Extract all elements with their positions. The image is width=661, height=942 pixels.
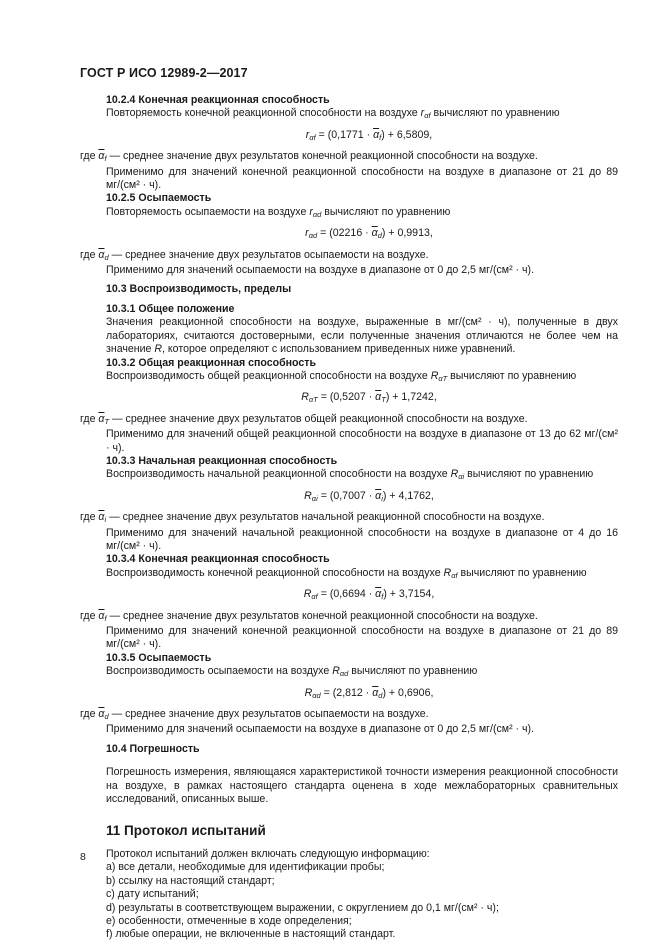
list-item: f) любые операции, не включенные в настоящий стандарт.	[106, 928, 396, 941]
protocol-intro: Протокол испытаний должен включать следующую информацию:	[106, 847, 430, 860]
list-item: e) особенности, отмеченные в ходе определения;	[106, 914, 352, 927]
where-10-3-3: где $\overline{\alpha}_i$ — среднее значение двух результатов начальной реакционной способности на воздухе.	[80, 511, 545, 525]
equation-10-2-5: $r_{\alpha d} = (02216 \cdot \overline{\alpha}_d) + 0,9913$,	[305, 227, 433, 241]
heading-10-3-2: 10.3.2 Общая реакционная способность	[106, 356, 316, 369]
range-10-3-2: Применимо для значений общей реакционной способности на воздухе в диапазоне от 13 до 62 мг/(см² · ч).	[106, 428, 618, 454]
intro-10-2-5: Повторяемость осыпаемости на воздухе $r_{\alpha d}$ вычисляют по уравнению	[106, 205, 451, 219]
range-10-3-5: Применимо для значений осыпаемости на воздухе в диапазоне от 0 до 2,5 мг/(см² · ч).	[106, 723, 535, 736]
intro-10-3-5: Воспроизводимость осыпаемости на воздухе $R_{\alpha d}$ вычисляют по уравнению	[106, 665, 478, 679]
list-item: c) дату испытаний;	[106, 888, 199, 901]
protocol-list	[80, 861, 618, 941]
heading-10-3: 10.3 Воспроизводимость, пределы	[106, 283, 292, 296]
heading-10-2-4: 10.2.4 Конечная реакционная способность	[106, 94, 330, 106]
equation-10-3-4: $R_{\alpha f} = (0,6694 \cdot \overline{\alpha}_f) + 3,7154$,	[303, 588, 435, 602]
equation-10-3-5: $R_{\alpha d} = (2,812 \cdot \overline{\alpha}_d) + 0,6906$,	[304, 686, 434, 700]
list-item: b) ссылку на настоящий стандарт;	[106, 874, 275, 887]
where-10-3-4: где $\overline{\alpha}_f$ — среднее значение двух результатов конечной реакционной способности на воздухе.	[80, 609, 538, 623]
where-10-2-4: где $\overline{\alpha}_f$ — среднее значение двух результатов конечной реакционной способности на воздухе.	[80, 150, 538, 164]
heading-10-3-3: 10.3.3 Начальная реакционная способность	[106, 454, 338, 467]
heading-10-3-4: 10.3.4 Конечная реакционная способность	[106, 553, 330, 566]
range-10-3-4: Применимо для значений конечной реакционной способности на воздухе в диапазоне от 21 до 89 мг/(см² · ч).	[106, 625, 618, 651]
page-number: 8	[80, 851, 86, 863]
equation-10-3-2: $R_{\alpha T} = (0,5207 \cdot \overline{\alpha}_T) + 1,7242$,	[301, 391, 437, 405]
equation-10-3-3: $R_{\alpha i} = (0,7007 \cdot \overline{\alpha}_i) + 4,1762$,	[304, 489, 434, 503]
where-10-3-2: где $\overline{\alpha}_T$ — среднее значение двух результатов общей реакционной способности на воздухе.	[80, 412, 528, 426]
text-10-3-1: Значения реакционной способности на воздухе, выраженные в мг/(см² · ч), полученные в двух лабораториях, считаются достоверными, если полученные значения отличаются не более чем на значение R, которое определяют с использованием приведенных ниже уравнений.	[106, 316, 618, 356]
heading-10-2-5: 10.2.5 Осыпаемость	[106, 192, 212, 205]
intro-10-3-4: Воспроизводимость конечной реакционной способности на воздухе $R_{\alpha f}$ вычисляют по уравнению	[106, 566, 587, 580]
intro-10-3-2: Воспроизводимость общей реакционной способности на воздухе $R_{\alpha T}$ вычисляют по уравнению	[106, 369, 577, 383]
main-text	[80, 94, 618, 942]
list-item: d) результаты в соответствующем выражении, с округлением до 0,1 мг/(см² · ч);	[106, 901, 499, 914]
heading-10-4: 10.4 Погрешность	[106, 742, 200, 755]
range-10-2-5: Применимо для значений осыпаемости на воздухе в диапазоне от 0 до 2,5 мг/(см² · ч).	[106, 264, 535, 277]
equation-10-2-4: $r_{\alpha f} = (0,1771 \cdot \overline{\alpha}_f) + 6,5809$,	[305, 128, 433, 142]
heading-10-3-5: 10.3.5 Осыпаемость	[106, 651, 212, 664]
intro-10-3-3: Воспроизводимость начальной реакционной способности на воздухе $R_{\alpha i}$ вычисляют по уравнению	[106, 468, 594, 482]
text-10-4: Погрешность измерения, являющаяся характеристикой точности измерения реакционной способности на воздухе, в рамках настоящего стандарта оценена в ходе межлабораторных сравнительных исследований, описанных выше.	[106, 766, 618, 806]
list-item: a) все детали, необходимые для идентификации пробы;	[106, 861, 385, 874]
standard-header: ГОСТ Р ИСО 12989-2—2017	[80, 66, 248, 80]
where-10-2-5: где $\overline{\alpha}_d$ — среднее значение двух результатов осыпаемости на воздухе.	[80, 248, 429, 262]
range-10-2-4: Применимо для значений конечной реакционной способности на воздухе в диапазоне от 21 до 89 мг/(см² · ч).	[106, 165, 618, 192]
heading-10-3-1: 10.3.1 Общее положение	[106, 302, 235, 315]
heading-section-11: 11 Протокол испытаний	[106, 823, 266, 839]
intro-10-2-4: Повторяемость конечной реакционной способности на воздухе $r_{\alpha f}$ вычисляют по уравнению	[106, 107, 560, 121]
range-10-3-3: Применимо для значений начальной реакционной способности на воздухе в диапазоне от 4 до 16 мг/(см² · ч).	[106, 526, 618, 552]
where-10-3-5: где $\overline{\alpha}_d$ — среднее значение двух результатов осыпаемости на воздухе.	[80, 708, 429, 722]
